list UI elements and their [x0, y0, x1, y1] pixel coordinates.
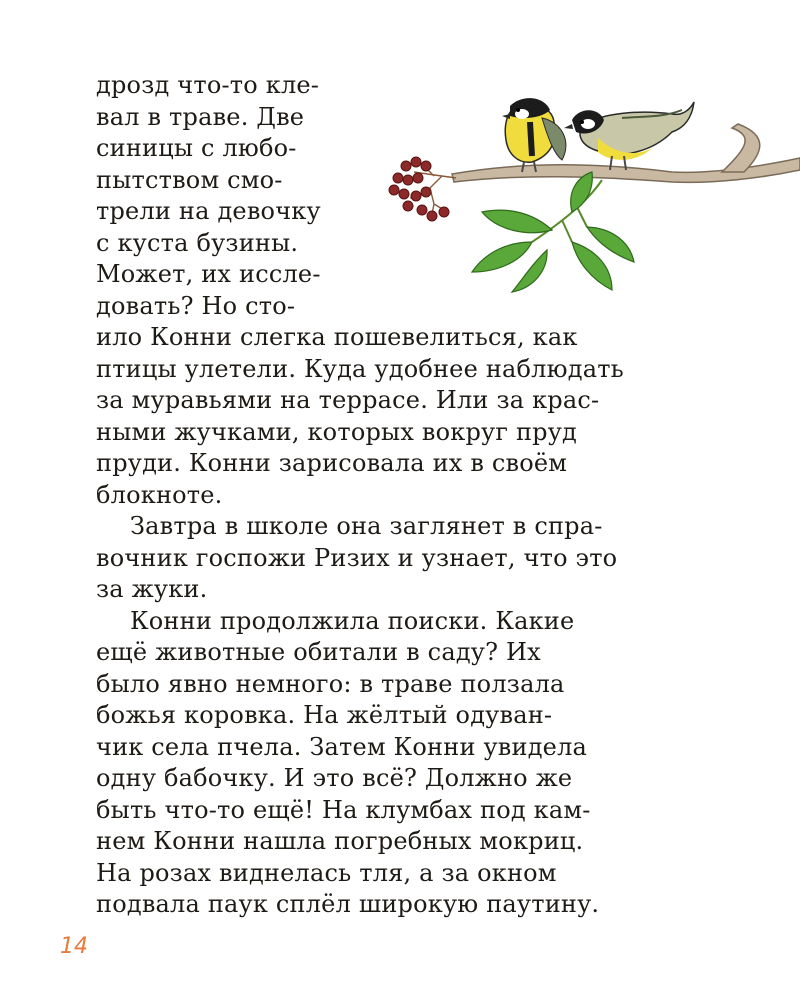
- text-line: чик села пчела. Затем Конни увидела: [96, 732, 588, 761]
- paragraph-start-line: Завтра в школе она заглянет в спра-: [130, 512, 603, 540]
- text-line: за муравьями на террасе. Или за крас-: [96, 386, 600, 414]
- text-line: нем Конни нашла погребных мокриц.: [96, 827, 584, 855]
- text-line: блокноте.: [96, 480, 223, 509]
- text-line: подвала паук сплёл широкую паутину.: [96, 890, 600, 918]
- text-line: с куста бузины.: [96, 228, 299, 257]
- text-line: Может, их иссле-: [96, 260, 321, 288]
- paragraph-start-line: Конни продолжила поиски. Какие: [130, 606, 575, 635]
- text-line: было явно немного: в траве ползала: [96, 669, 565, 698]
- elderberry-cluster: [389, 157, 449, 221]
- text-line: быть что-то ещё! На клумбах под кам-: [96, 795, 591, 824]
- text-line: довать? Но сто-: [96, 291, 296, 320]
- text-line: ило Конни слегка пошевелиться, как: [96, 323, 578, 351]
- text-line: пытством смо-: [96, 165, 283, 194]
- text-line: божья коровка. На жёлтый одуван-: [96, 701, 553, 729]
- text-line: вал в траве. Две: [96, 102, 305, 131]
- page-number: 14: [60, 934, 88, 959]
- text-line: ещё животные обитали в саду? Их: [96, 638, 541, 666]
- text-line: вочник госпожи Ризих и узнает, что это: [96, 543, 618, 572]
- great-tit-right: [564, 102, 694, 170]
- text-line: трели на девочку: [96, 197, 321, 225]
- text-line: синицы с любо-: [96, 134, 297, 162]
- text-line: дрозд что-то кле-: [96, 71, 320, 99]
- text-line: за жуки.: [96, 575, 208, 603]
- text-line: На розах виднелась тля, а за окном: [96, 858, 557, 887]
- text-line: ными жучками, которых вокруг пруд: [96, 417, 577, 446]
- leaves: [472, 172, 634, 292]
- text-line: птицы улетели. Куда удобнее наблюдать: [96, 354, 624, 383]
- text-line: одну бабочку. И это всё? Должно же: [96, 764, 573, 792]
- tits-on-branch-illustration: [372, 92, 800, 302]
- text-line: пруди. Конни зарисовала их в своём: [96, 449, 568, 477]
- great-tit-left: [502, 98, 566, 172]
